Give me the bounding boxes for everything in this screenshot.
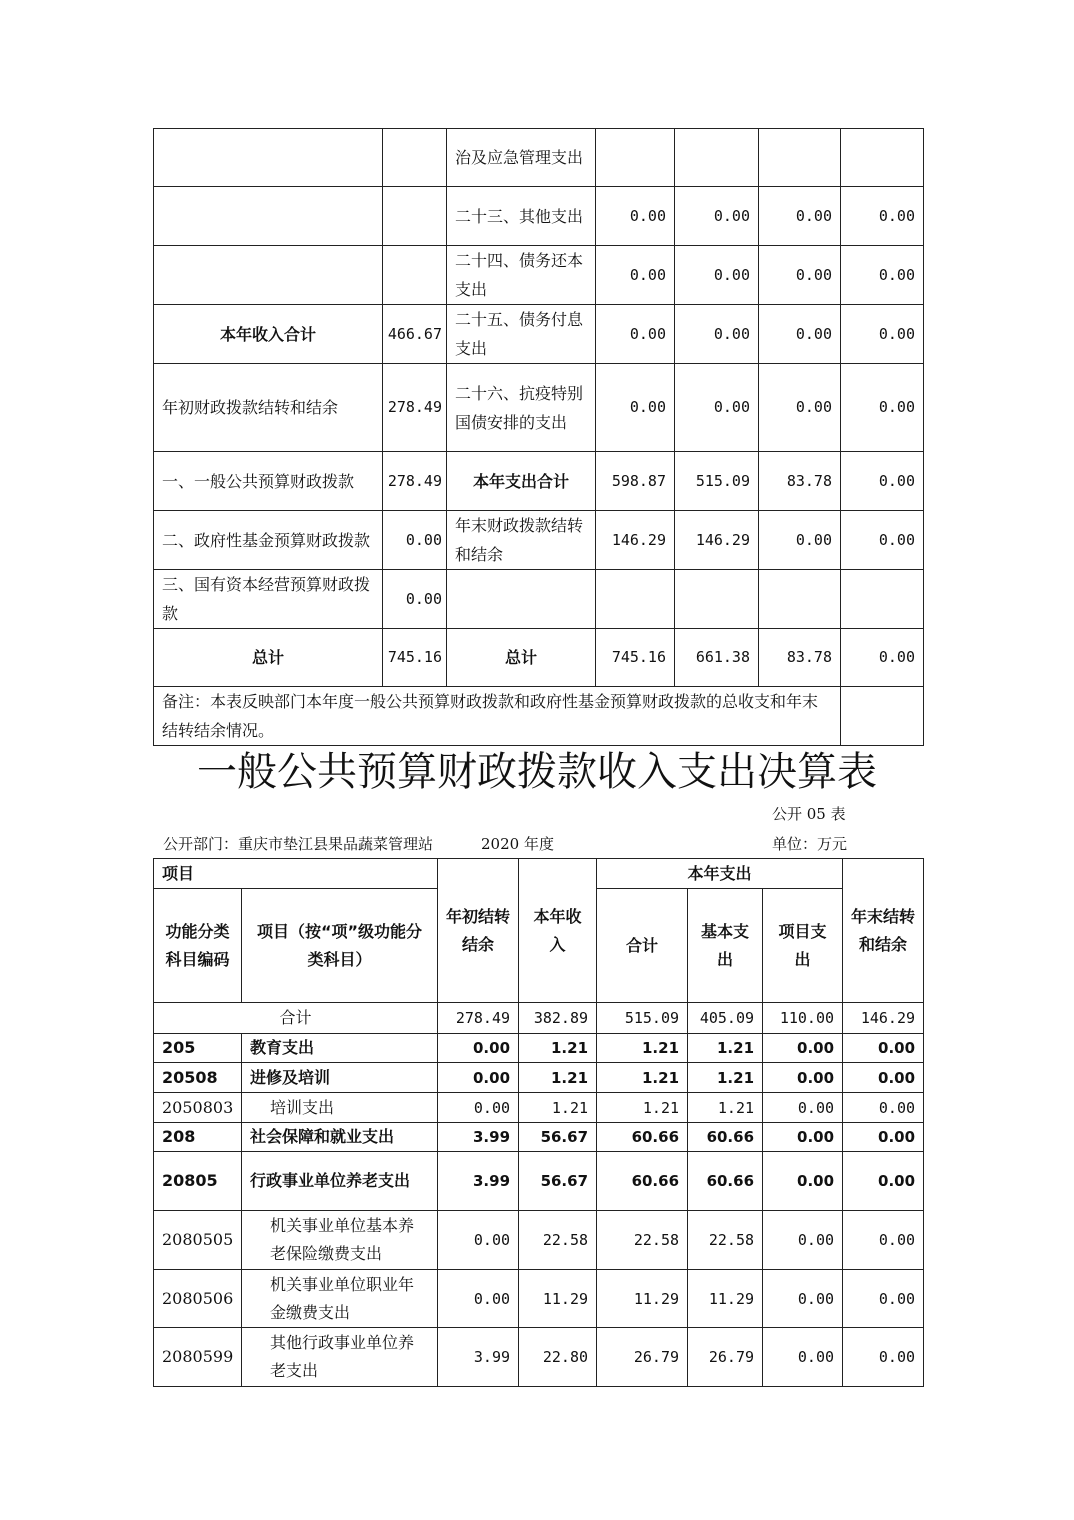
row-name: 行政事业单位养老支出 [242,1152,438,1211]
row-value-v1 [596,570,675,629]
row-code: 2050803 [154,1093,242,1123]
row-total: 1.21 [597,1034,688,1063]
row-value-v1: 745.16 [596,629,675,687]
row-value-v4: 0.00 [841,305,924,364]
row-basic: 1.21 [688,1063,763,1093]
row-basic: 22.58 [688,1211,763,1270]
row-proj: 0.00 [763,1063,843,1093]
table-row [154,1063,924,1093]
total-label: 合计 [154,1003,438,1034]
table-row [154,1123,924,1152]
row-code: 2080599 [154,1328,242,1387]
row-basic: 1.21 [688,1034,763,1063]
row-label: 总计 [154,629,383,687]
row-name: 社会保障和就业支出 [242,1123,438,1152]
note-row [154,687,924,746]
row-code: 205 [154,1034,242,1063]
row-end: 0.00 [843,1034,924,1063]
row-value-v4 [841,570,924,629]
row-value-v4: 0.00 [841,511,924,570]
header-begin: 年初结转结余 [438,859,519,1003]
table-row [154,1270,924,1328]
row-income: 56.67 [519,1123,597,1152]
header-basic: 基本支出 [688,889,763,1003]
row-end: 0.00 [843,1328,924,1387]
header-code: 功能分类科目编码 [154,889,242,1003]
row-begin: 0.00 [438,1211,519,1270]
row-total: 11.29 [597,1270,688,1328]
total-begin: 278.49 [438,1003,519,1034]
row-value-v4: 0.00 [841,364,924,452]
row-item [447,570,596,629]
row-total: 60.66 [597,1152,688,1211]
total-basic: 405.09 [688,1003,763,1034]
row-proj: 0.00 [763,1152,843,1211]
table-row [154,1093,924,1123]
general-budget-table [153,858,924,1387]
row-basic: 11.29 [688,1270,763,1328]
row-value-v3: 83.78 [759,629,841,687]
header-name: 项目（按“项”级功能分类科目） [242,889,438,1003]
row-code: 20805 [154,1152,242,1211]
row-total: 26.79 [597,1328,688,1387]
header-end-balance: 年末结转和结余 [843,859,924,1003]
row-value-v4 [841,129,924,187]
header-proj: 项目支出 [763,889,843,1003]
summary-row [154,511,924,570]
row-begin: 3.99 [438,1328,519,1387]
row-amount: 0.00 [383,511,447,570]
row-value-v2: 0.00 [675,246,759,305]
table-note: 备注：本表反映部门本年度一般公共预算财政拨款和政府性基金预算财政拨款的总收支和年末结转结余情况。 [154,687,841,746]
summary-row [154,246,924,305]
row-amount [383,187,447,246]
table-row [154,1211,924,1270]
row-label: 年初财政拨款结转和结余 [154,364,383,452]
row-income: 11.29 [519,1270,597,1328]
row-amount: 745.16 [383,629,447,687]
row-end: 0.00 [843,1270,924,1328]
summary-row [154,305,924,364]
row-item: 年末财政拨款结转和结余 [447,511,596,570]
row-item: 二十三、其他支出 [447,187,596,246]
total-end: 146.29 [843,1003,924,1034]
row-proj: 0.00 [763,1034,843,1063]
row-name: 机关事业单位基本养老保险缴费支出 [242,1211,438,1270]
total-income: 382.89 [519,1003,597,1034]
unit-label: 单位：万元 [772,835,848,853]
row-value-v1: 146.29 [596,511,675,570]
row-code: 20508 [154,1063,242,1093]
row-end: 0.00 [843,1211,924,1270]
row-item: 二十六、抗疫特别国债安排的支出 [447,364,596,452]
header-income: 本年收入 [519,859,597,1003]
row-label [154,246,383,305]
table-row [154,1152,924,1211]
row-value-v3: 0.00 [759,246,841,305]
row-basic: 26.79 [688,1328,763,1387]
row-end: 0.00 [843,1123,924,1152]
row-value-v2 [675,570,759,629]
row-item: 总计 [447,629,596,687]
row-name: 教育支出 [242,1034,438,1063]
row-value-v2: 146.29 [675,511,759,570]
row-value-v4: 0.00 [841,452,924,511]
page-title: 一般公共预算财政拨款收入支出决算表 [197,749,877,795]
row-value-v3: 0.00 [759,511,841,570]
summary-row [154,629,924,687]
row-begin: 3.99 [438,1123,519,1152]
row-value-v2: 661.38 [675,629,759,687]
row-basic: 60.66 [688,1152,763,1211]
row-income: 1.21 [519,1093,597,1123]
row-amount: 0.00 [383,570,447,629]
row-value-v2: 0.00 [675,364,759,452]
row-proj: 0.00 [763,1270,843,1328]
row-basic: 60.66 [688,1123,763,1152]
table-row [154,1328,924,1387]
row-income: 22.58 [519,1211,597,1270]
summary-row [154,187,924,246]
row-total: 22.58 [597,1211,688,1270]
row-end: 0.00 [843,1093,924,1123]
row-value-v4: 0.00 [841,187,924,246]
header-this-year-expenditure: 本年支出 [597,859,843,889]
row-amount [383,246,447,305]
summary-row [154,452,924,511]
row-item: 治及应急管理支出 [447,129,596,187]
row-amount: 278.49 [383,452,447,511]
budget-summary-table [153,128,924,746]
row-value-v1 [596,129,675,187]
row-value-v3: 0.00 [759,364,841,452]
row-total: 1.21 [597,1093,688,1123]
summary-row [154,129,924,187]
row-value-v1: 0.00 [596,305,675,364]
row-label: 一、一般公共预算财政拨款 [154,452,383,511]
row-proj: 0.00 [763,1093,843,1123]
row-value-v2: 0.00 [675,305,759,364]
department-label: 公开部门：重庆市垫江县果品蔬菜管理站 [163,835,434,853]
row-proj: 0.00 [763,1328,843,1387]
row-proj: 0.00 [763,1211,843,1270]
total-row [154,1003,924,1034]
total-proj: 110.00 [763,1003,843,1034]
note-empty-cell [841,687,924,746]
row-name: 其他行政事业单位养老支出 [242,1328,438,1387]
row-value-v3 [759,570,841,629]
row-value-v2: 0.00 [675,187,759,246]
row-code: 2080506 [154,1270,242,1328]
row-value-v1: 0.00 [596,187,675,246]
row-label [154,187,383,246]
row-basic: 1.21 [688,1093,763,1123]
row-code: 208 [154,1123,242,1152]
row-income: 1.21 [519,1034,597,1063]
row-total: 1.21 [597,1063,688,1093]
summary-row [154,364,924,452]
row-label [154,129,383,187]
row-begin: 0.00 [438,1270,519,1328]
row-value-v3: 83.78 [759,452,841,511]
row-value-v3 [759,129,841,187]
row-value-v3: 0.00 [759,305,841,364]
row-code: 2080505 [154,1211,242,1270]
row-amount: 278.49 [383,364,447,452]
header-total: 合计 [597,889,688,1003]
table-row [154,1034,924,1063]
row-begin: 0.00 [438,1093,519,1123]
row-begin: 0.00 [438,1034,519,1063]
row-proj: 0.00 [763,1123,843,1152]
row-label: 二、政府性基金预算财政拨款 [154,511,383,570]
row-value-v4: 0.00 [841,246,924,305]
row-begin: 0.00 [438,1063,519,1093]
row-item: 二十四、债务还本支出 [447,246,596,305]
form-number: 公开 05 表 [772,805,846,823]
row-income: 1.21 [519,1063,597,1093]
row-amount [383,129,447,187]
row-value-v4: 0.00 [841,629,924,687]
row-end: 0.00 [843,1063,924,1093]
row-amount: 466.67 [383,305,447,364]
row-name: 培训支出 [242,1093,438,1123]
row-label: 三、国有资本经营预算财政拨款 [154,570,383,629]
row-value-v2: 515.09 [675,452,759,511]
row-name: 机关事业单位职业年金缴费支出 [242,1270,438,1328]
row-value-v3: 0.00 [759,187,841,246]
row-income: 22.80 [519,1328,597,1387]
row-total: 60.66 [597,1123,688,1152]
row-income: 56.67 [519,1152,597,1211]
header-project: 项目 [154,859,438,889]
row-name: 进修及培训 [242,1063,438,1093]
row-begin: 3.99 [438,1152,519,1211]
fiscal-year: 2020 年度 [481,835,554,853]
row-value-v1: 0.00 [596,364,675,452]
total-total: 515.09 [597,1003,688,1034]
row-value-v1: 0.00 [596,246,675,305]
row-value-v2 [675,129,759,187]
row-item: 本年支出合计 [447,452,596,511]
summary-row [154,570,924,629]
row-value-v1: 598.87 [596,452,675,511]
row-end: 0.00 [843,1152,924,1211]
row-label: 本年收入合计 [154,305,383,364]
row-item: 二十五、债务付息支出 [447,305,596,364]
